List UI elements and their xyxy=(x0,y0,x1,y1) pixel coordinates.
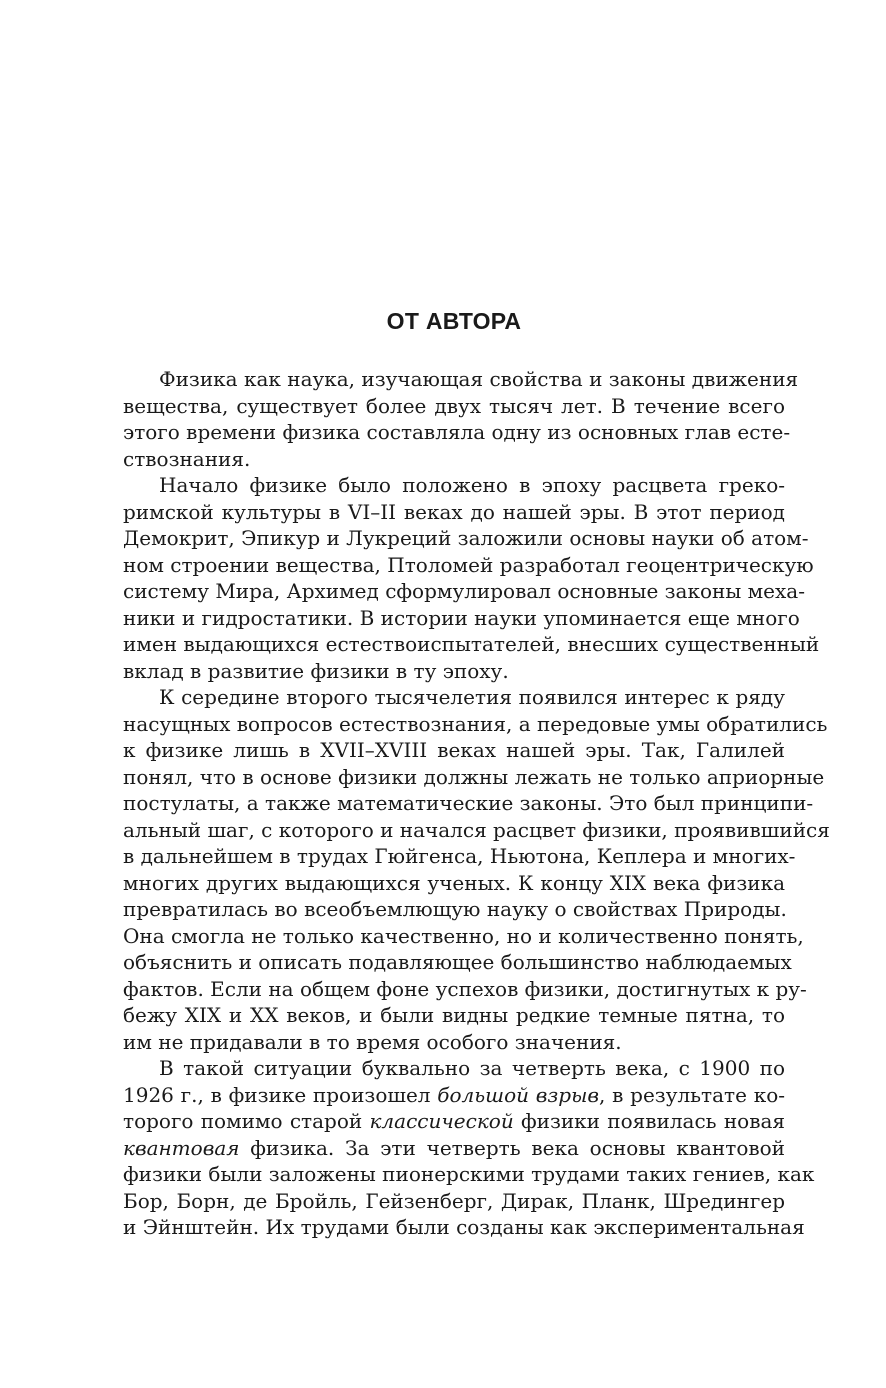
paragraph-line: бежу XIX и XX веков, и были видны редкие темные пятна, то xyxy=(123,1003,785,1027)
paragraph-line: торого помимо старой классической физики появилась новая xyxy=(123,1109,786,1133)
emphasized-term: квантовая xyxy=(123,1135,240,1160)
paragraph-line: превратилась во всеобъемлющую науку о свойствах Природы. xyxy=(123,897,787,921)
paragraph-first-line: Физика как наука, изучающая свойства и законы движения xyxy=(159,367,799,391)
paragraph-line: ники и гидростатики. В истории науки упоминается еще много xyxy=(123,605,800,630)
paragraph-line: физики были заложены пионерскими трудами таких гениев, как xyxy=(123,1162,815,1186)
paragraph-line: фактов. Если на общем фоне успехов физики, достигнутых к ру- xyxy=(123,976,807,1001)
paragraph-line: им не придавали в то время особого значения. xyxy=(123,1029,622,1054)
book-page xyxy=(123,0,830,1388)
paragraph-line: понял, что в основе физики должны лежать не только априорные xyxy=(123,764,825,789)
paragraph-line: ствознания. xyxy=(123,446,251,471)
paragraph-line: и Эйнштейн. Их трудами были созданы как экспериментальная xyxy=(123,1215,805,1239)
paragraph-line: альный шаг, с которого и начался расцвет физики, проявившийся xyxy=(123,817,830,842)
paragraph-line: Демокрит, Эпикур и Лукреций заложили основы науки об атом- xyxy=(123,526,809,550)
chapter-title: ОТ АВТОРА xyxy=(386,308,522,334)
paragraph-line: многих других выдающихся ученых. К концу XIX века физика xyxy=(123,870,785,895)
paragraph-line: Она смогла не только качественно, но и количественно понять, xyxy=(123,923,804,948)
emphasized-term: большой взрыв xyxy=(437,1082,600,1107)
paragraph-line: в дальнейшем в трудах Гюйгенса, Ньютона, Кеплера и многих- xyxy=(123,844,796,868)
paragraph-first-line: К середине второго тысячелетия появился интерес к ряду xyxy=(159,685,785,709)
paragraph-line: вещества, существует более двух тысяч лет. В течение всего xyxy=(123,393,785,418)
paragraph-line: к физике лишь в XVII–XVIII веках нашей эры. Так, Галилей xyxy=(123,738,785,762)
paragraph-line: римской культуры в VI–II веках до нашей эры. В этот период xyxy=(123,499,785,524)
paragraph-line: вклад в развитие физики в ту эпоху. xyxy=(123,658,509,683)
paragraph-line: насущных вопросов естествознания, а передовые умы обратились xyxy=(123,711,828,736)
paragraph-line: объяснить и описать подавляющее большинство наблюдаемых xyxy=(123,950,792,974)
paragraph-line: постулаты, а также математические законы. Это был принципи- xyxy=(123,791,814,815)
emphasized-term: классической xyxy=(369,1109,514,1133)
paragraph-first-line: Начало физике было положено в эпоху расцвета греко- xyxy=(159,473,785,497)
paragraph-first-line: В такой ситуации буквально за четверть века, с 1900 по xyxy=(159,1056,785,1080)
paragraph-line: этого времени физика составляла одну из основных глав есте- xyxy=(123,420,791,444)
paragraph-line: систему Мира, Архимед сформулировал основные законы меха- xyxy=(123,579,805,603)
body-text xyxy=(123,366,830,1241)
paragraph-line: 1926 г., в физике произошел большой взрыв, в результате ко- xyxy=(123,1082,785,1107)
paragraph-line: квантовая физика. За эти четверть века основы квантовой xyxy=(123,1135,785,1160)
paragraph-line: Бор, Борн, де Бройль, Гейзенберг, Дирак, Планк, Шредингер xyxy=(123,1188,785,1213)
paragraph-line: ном строении вещества, Птоломей разработал геоцентрическую xyxy=(123,552,814,577)
paragraph-line: имен выдающихся естествоиспытателей, внесших существенный xyxy=(123,632,820,656)
